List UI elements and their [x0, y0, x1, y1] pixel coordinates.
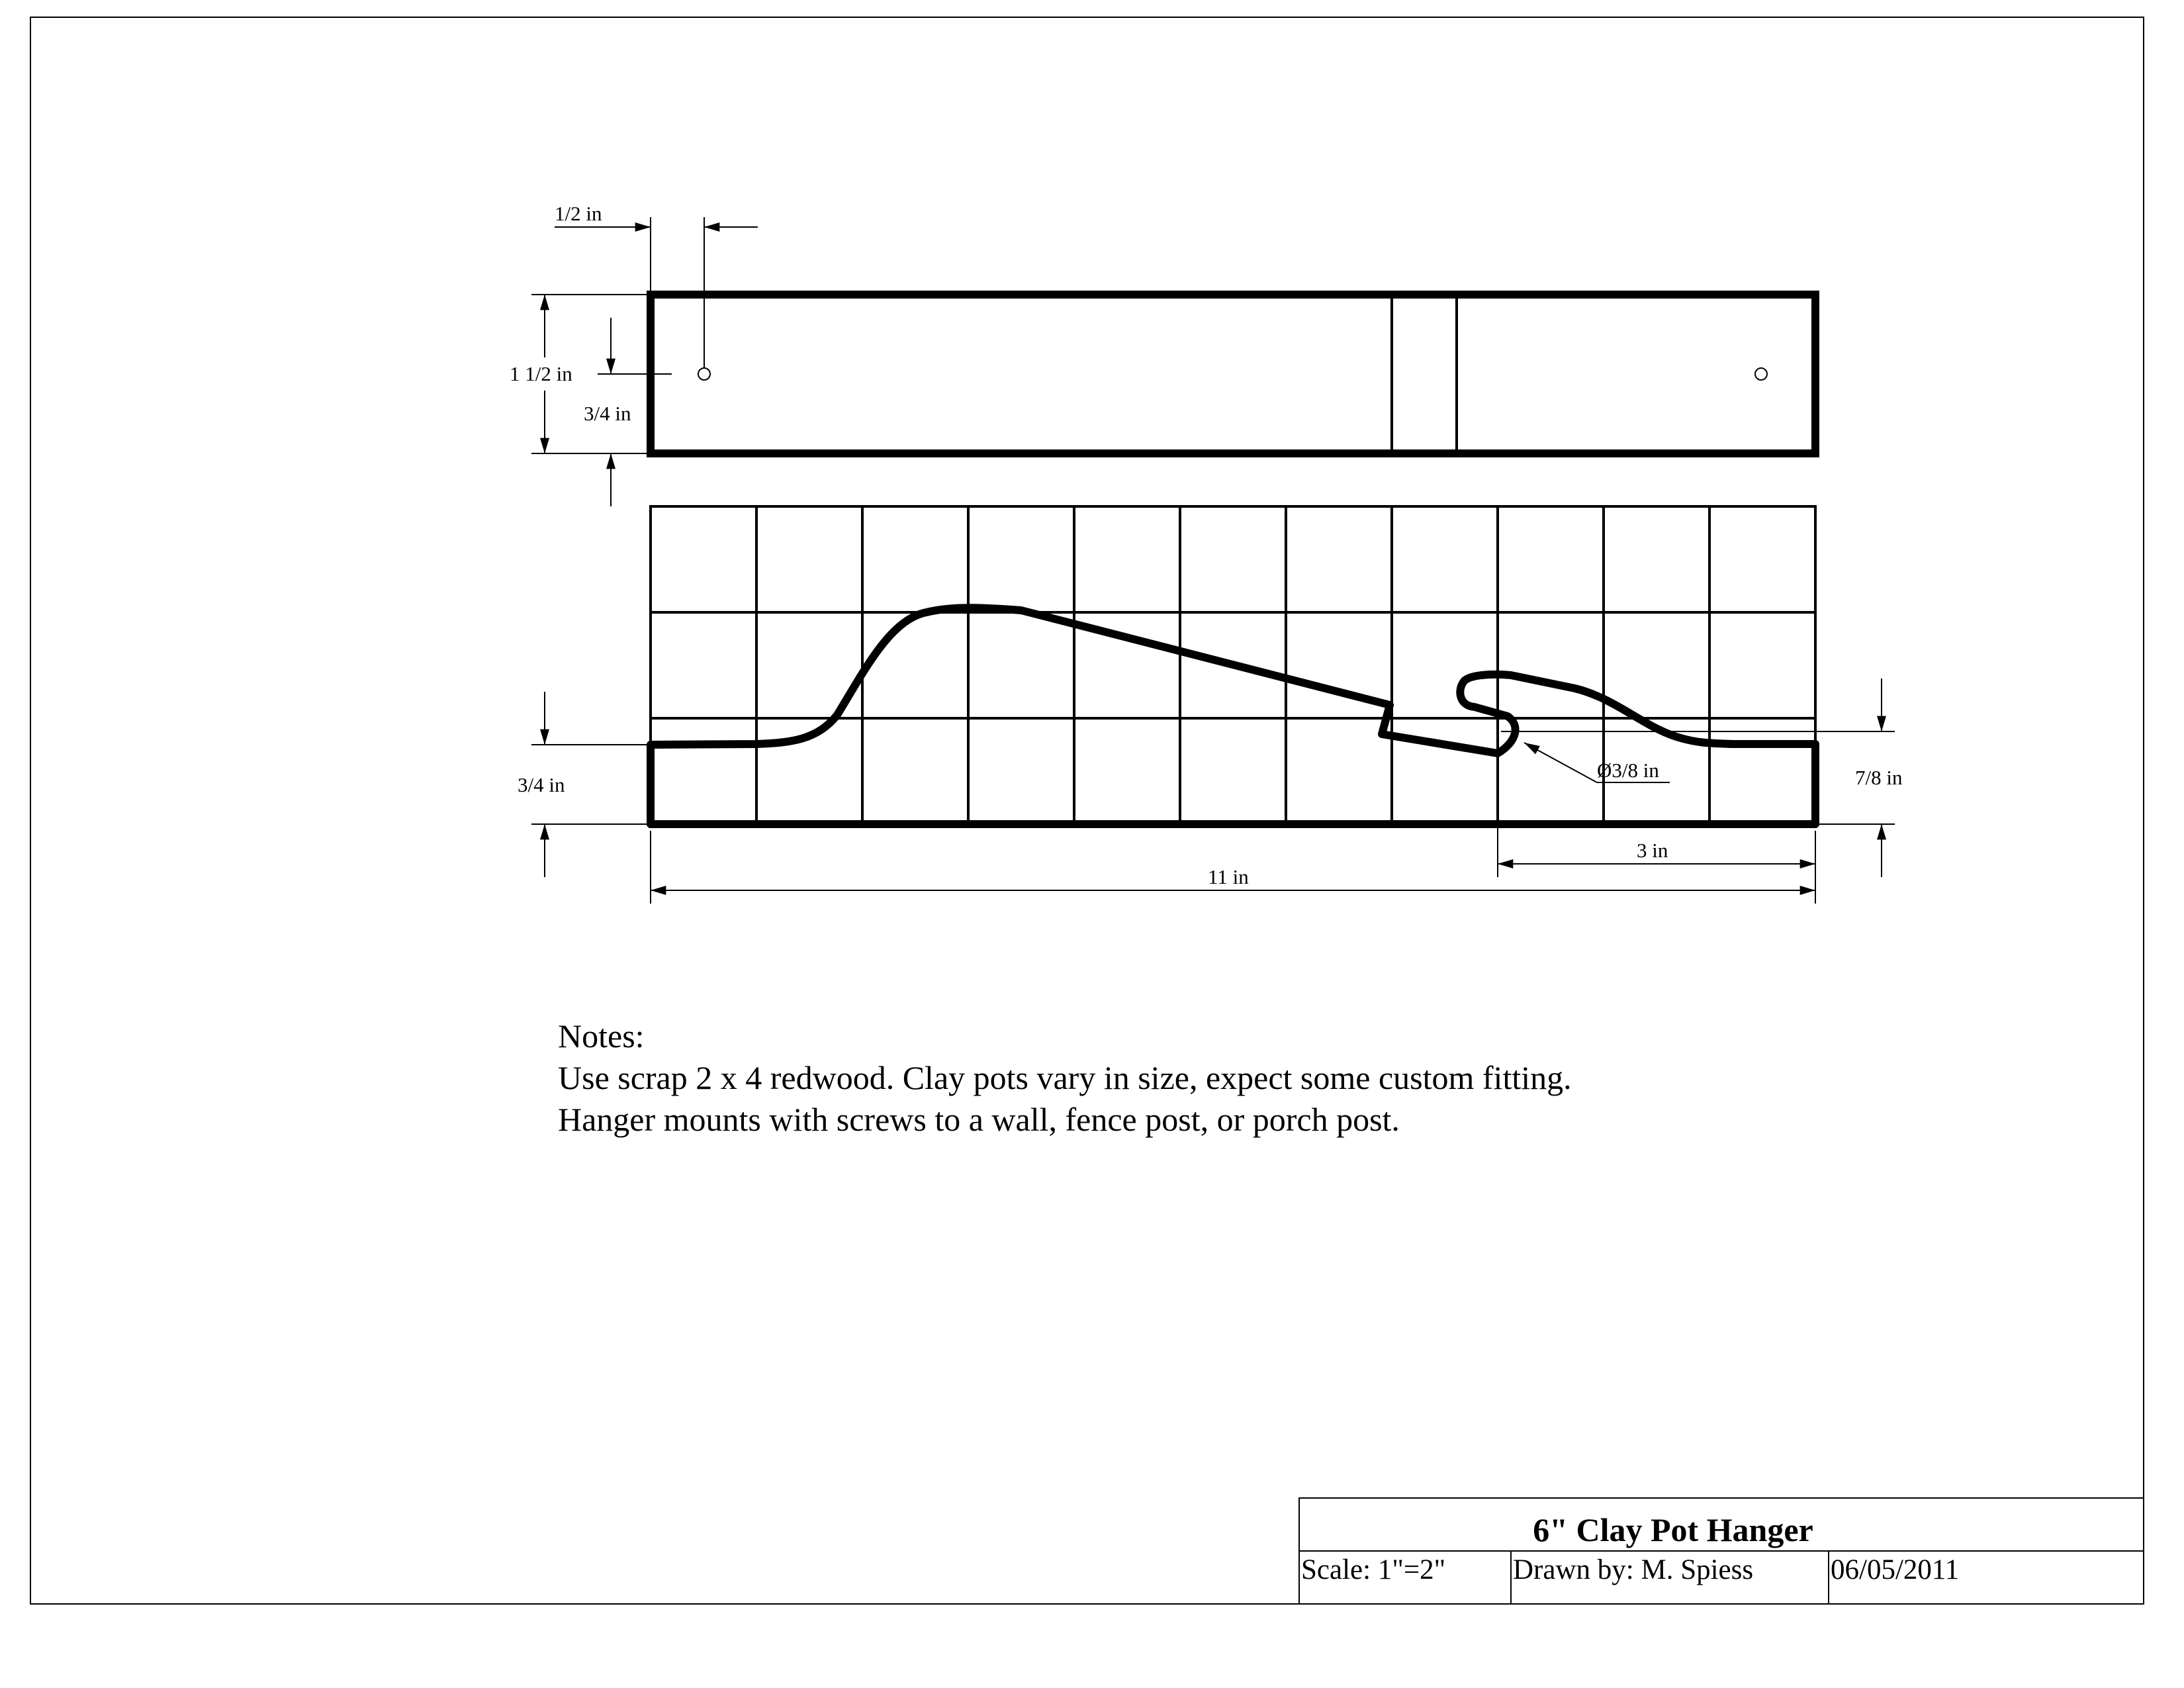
dim-label-diameter: Ø3/8 in [1597, 759, 1659, 782]
dim-label-center: 3/4 in [584, 402, 631, 425]
dim-label-half-inch: 1/2 in [555, 202, 602, 225]
notes-line-1: Use scrap 2 x 4 redwood. Clay pots vary in size, expect some custom fitting. [558, 1059, 1572, 1096]
dim-center-top [584, 318, 672, 506]
hanger-profile [651, 608, 1815, 824]
date-label: 06/05/2011 [1831, 1554, 1960, 1585]
dim-label-base: 3/4 in [518, 773, 565, 796]
side-view [518, 506, 1903, 904]
top-view-outline [651, 295, 1815, 453]
dim-label-length: 11 in [1208, 865, 1249, 888]
dim-label-right: 7/8 in [1855, 766, 1903, 789]
drawing-title: 6" Clay Pot Hanger [1533, 1511, 1813, 1548]
dim-base-height [518, 692, 647, 877]
dim-diameter [1524, 743, 1670, 782]
sheet-border [30, 17, 2144, 1604]
screw-hole-left [698, 368, 710, 380]
dim-label-hook: 3 in [1637, 839, 1668, 862]
dim-right-height [1501, 679, 1903, 877]
notes-line-2: Hanger mounts with screws to a wall, fence post, or porch post. [558, 1101, 1400, 1138]
screw-hole-right [1755, 368, 1767, 380]
top-view [510, 202, 1815, 506]
notes-block [558, 1017, 1572, 1138]
dim-half-inch-top [555, 202, 758, 367]
dim-label-height: 1 1/2 in [510, 362, 572, 385]
notes-heading: Notes: [558, 1017, 645, 1055]
scale-label: Scale: 1"=2" [1301, 1554, 1446, 1585]
title-block [1299, 1498, 2144, 1604]
drawn-by-label: Drawn by: M. Spiess [1513, 1554, 1754, 1585]
